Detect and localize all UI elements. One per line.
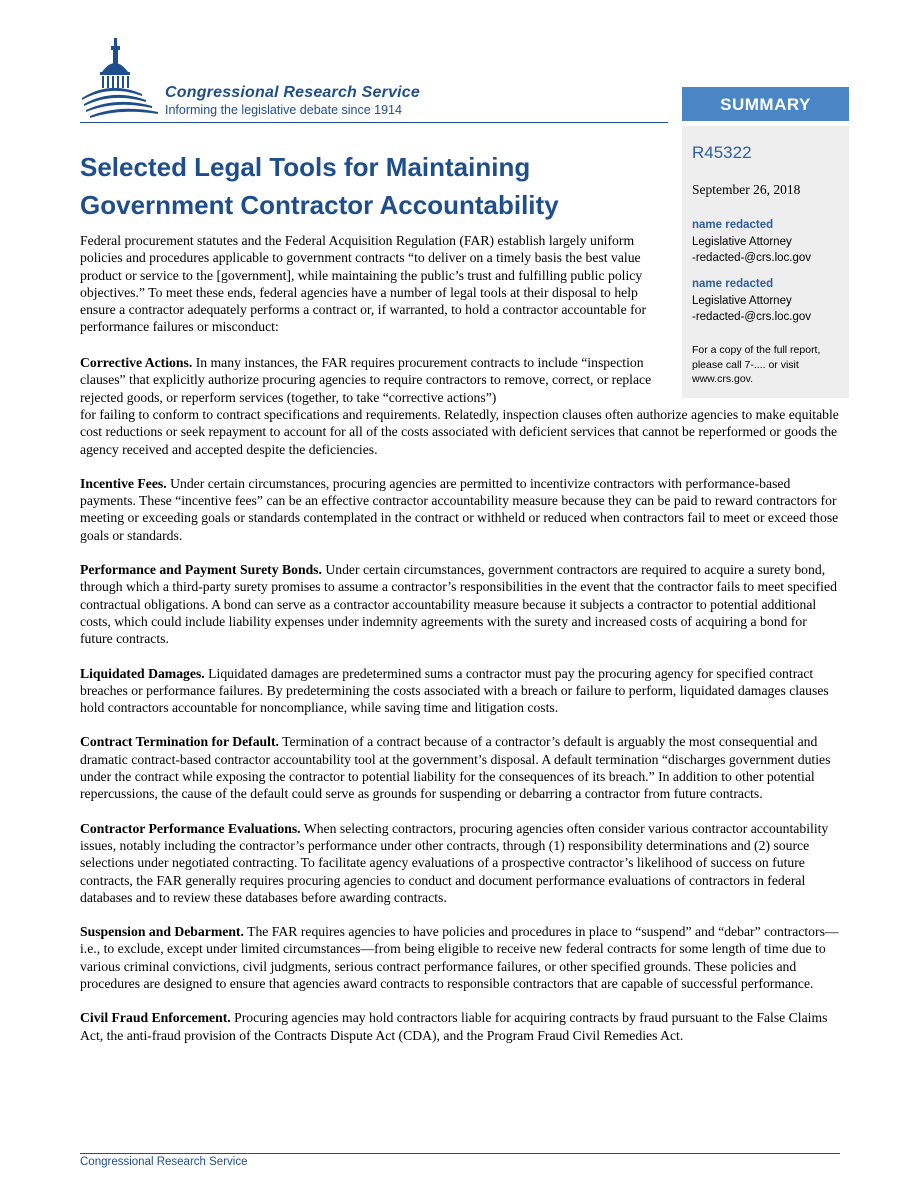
- section-termination-default: [80, 733, 840, 802]
- body-text: [80, 406, 840, 1061]
- section-text: Liquidated damages are predetermined sums a contractor must pay the procuring agency for specified contract breaches or performance failures. By predetermining the costs associated with a breach or failure to perform, liquidated damages clauses hold contractors accountable for noncompliance, while saving time and litigation costs.: [80, 665, 829, 716]
- section-heading: Corrective Actions.: [80, 355, 193, 370]
- crs-wordmark: [165, 84, 420, 117]
- section-liquidated-damages: [80, 665, 840, 717]
- author-title: Legislative Attorney: [692, 294, 792, 307]
- section-text: Under certain circumstances, procuring agencies are permitted to incentivize contractors with performance-based payments. These “incentive fees” can be an effective contractor accountability measure because they can be paid to reward contractors for meeting or exceeding goals or standards contemplated in the contract or withheld or reduced when contractors fail to meet or exceed those goals or standards.: [80, 475, 839, 543]
- author-email[interactable]: -redacted-@crs.loc.gov: [692, 252, 812, 264]
- org-name: Congressional Research Service: [165, 84, 421, 101]
- section-heading: Liquidated Damages.: [80, 665, 205, 681]
- section-heading: Contract Termination for Default.: [80, 734, 279, 750]
- section-text: The FAR requires agencies to have policies and procedures in place to “suspend” and “debar” contractors—i.e., to exclude, except under limited circumstances—from being eligible to receive new federal contracts for some length of time due to various criminal convictions, civil judgments, serious contract performance failures, or other specified grounds. These policies and procedures are designed to ensure that agencies award contracts to responsible contractors that are capable of successful performance.: [80, 924, 839, 992]
- section-heading: Performance and Payment Surety Bonds.: [80, 562, 322, 578]
- section-heading: Incentive Fees.: [80, 475, 167, 491]
- section-suspension-debarment: [80, 923, 840, 992]
- section-text: When selecting contractors, procuring agencies often consider various contractor accountability issues, notably including the contractor’s performance under other contracts, through (1) responsibility determinations and (2) source selections under negotiated contracting. To facilitate agency evaluations of a prospective contractor’s likelihood of success on future contracts, the FAR generally requires procuring agencies to conduct and document performance evaluations of contractors in federal databases and to review these databases before awarding contracts.: [80, 820, 829, 905]
- author-email[interactable]: -redacted-@crs.loc.gov: [692, 311, 812, 323]
- footer-divider: [80, 1153, 840, 1154]
- section-heading: Civil Fraud Enforcement.: [80, 1010, 231, 1026]
- section-incentive-fees: [80, 475, 840, 544]
- section-text: Procuring agencies may hold contractors liable for acquiring contracts by fraud pursuant to the False Claims Act, the anti-fraud provision of the Contracts Dispute Act (CDA), and the Program Fraud Civil Remedies Act.: [80, 1010, 828, 1043]
- section-surety-bonds: [80, 561, 840, 647]
- summary-label: SUMMARY: [682, 87, 849, 121]
- header-divider: [80, 122, 668, 123]
- author-name: name redacted: [692, 278, 774, 290]
- author-title: Legislative Attorney: [692, 235, 792, 248]
- page-title: Selected Legal Tools for Maintaining Government Contractor Accountability: [80, 152, 559, 220]
- author-block: [692, 217, 811, 267]
- section-heading: Contractor Performance Evaluations.: [80, 820, 301, 836]
- crs-logo: [80, 36, 160, 125]
- report-date: September 26, 2018: [692, 182, 801, 197]
- section-text: Termination of a contract because of a contractor’s default is arguably the most consequential and dramatic contract-based contractor accountability tool at the government’s disposal. A default termination “discharges government duties under the contract while exposing the contractor to potential liability for the consequences of its breach.” In addition to other potential repercussions, the cause of the default could serve as grounds for suspending or debarring a contractor from future contracts.: [80, 734, 831, 802]
- section-performance-evaluations: [80, 820, 840, 906]
- author-block: [692, 276, 811, 326]
- footer-text: Congressional Research Service: [80, 1156, 248, 1168]
- section-text: Under certain circumstances, government contractors are required to acquire a surety bond, through which a third-party surety promises to assume a contractor’s responsibilities in the event that the contractor fails to meet specified contractual obligations. A bond can serve as a contractor accountability measure because it subjects a contractor to potential additional costs, which could include liability expenses under indemnity agreements with the surety and increased costs of acquiring a bond for future contracts.: [80, 562, 837, 647]
- section-heading: Suspension and Debarment.: [80, 924, 244, 940]
- intro-paragraph: Federal procurement statutes and the Federal Acquisition Regulation (FAR) establish largely uniform policies and procedures applicable to government contracts “to deliver on a timely basis the best value product or service to the [government], while maintaining the public’s trust and fulfilling public policy objectives.” To meet these ends, federal agencies have a number of legal tools at their disposal to help ensure a contractor adequately performs a contract or, if warranted, to hold a contractor accountable for performance failures or misconduct:: [80, 233, 647, 335]
- capitol-dome-icon: [80, 36, 160, 120]
- org-tagline: Informing the legislative debate since 1914: [165, 103, 402, 117]
- report-number: R45322: [692, 143, 752, 162]
- copy-note: For a copy of the full report, please call 7-.... or visit www.crs.gov.: [692, 344, 821, 385]
- section-corrective-actions: [80, 354, 670, 406]
- section-text: In many instances, the FAR requires procurement contracts to include “inspection clauses” that explicitly authorize procuring agencies to require contractors to remove, correct, or replace rejected goods, or reperform services (together, to take “corrective actions”): [80, 355, 652, 405]
- section-text-continued: for failing to conform to contract specifications and requirements. Relatedly, inspection clauses often authorize agencies to make equitable cost reductions or seek repayment to account for all of the costs associated with deficient services that cannot be reperformed or goods the agency received and accepted despite the deficiencies.: [80, 407, 839, 457]
- author-name: name redacted: [692, 219, 774, 231]
- section-civil-fraud: [80, 1009, 840, 1044]
